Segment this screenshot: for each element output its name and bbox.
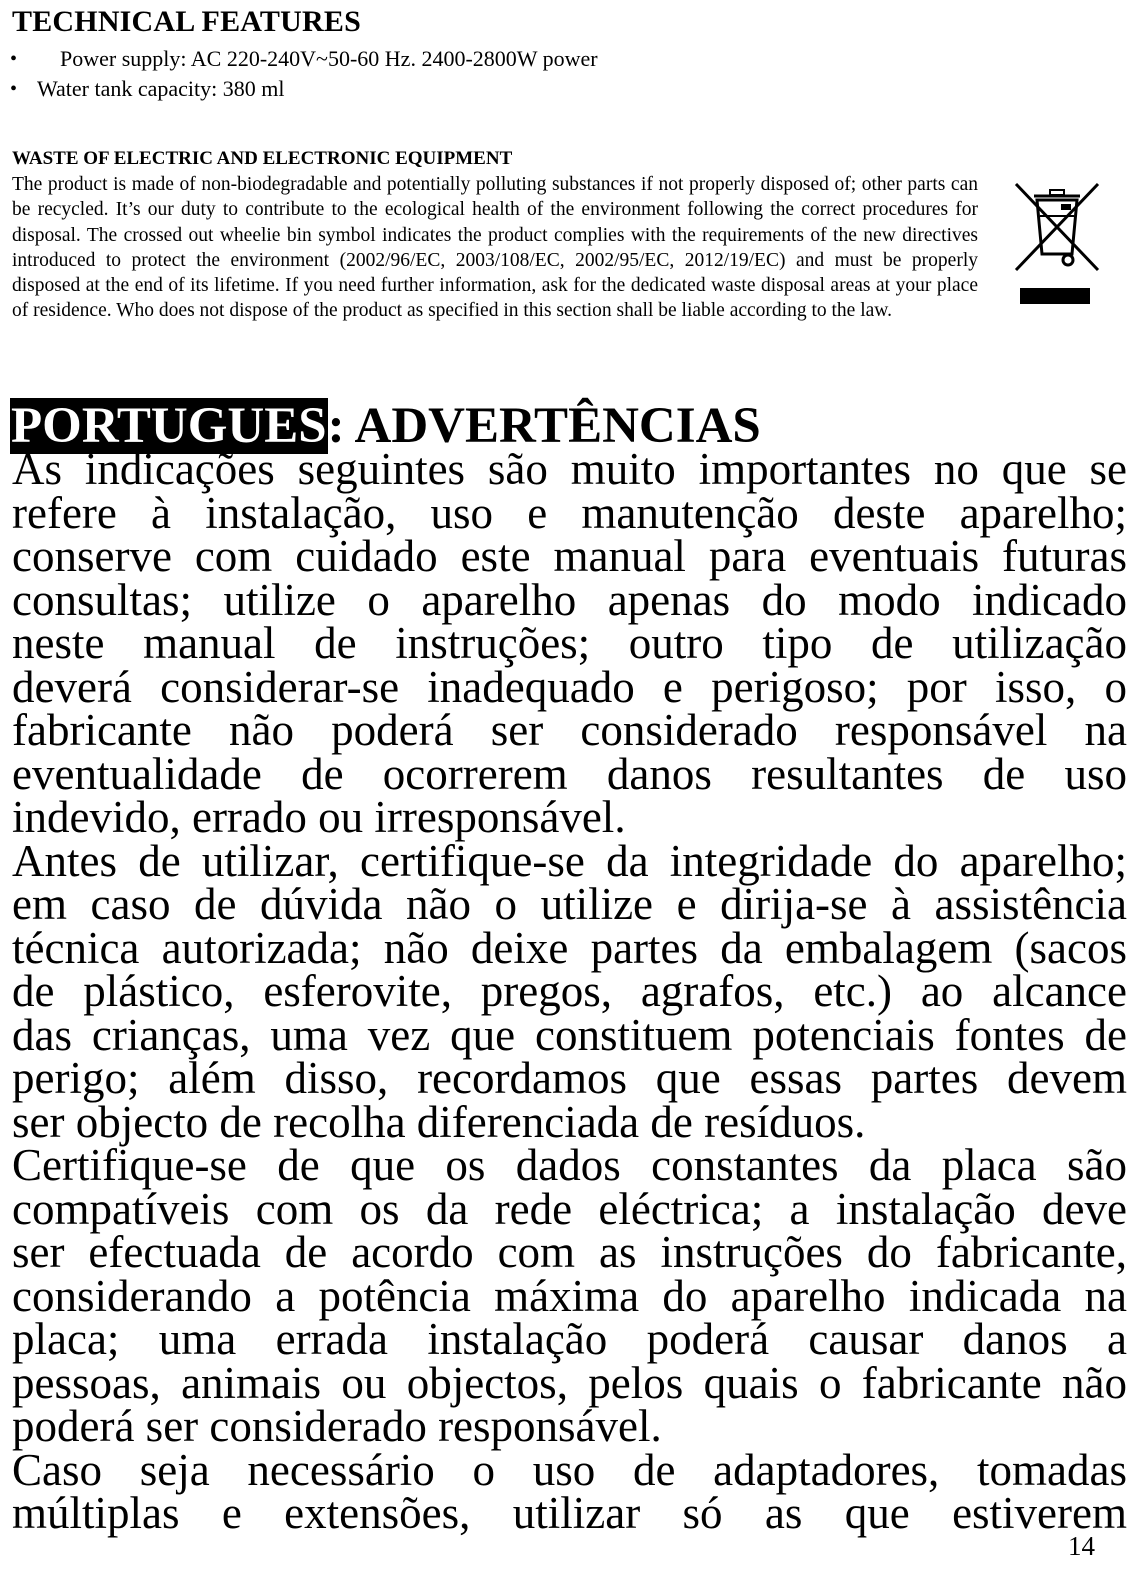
text-line: ser efectuada de acordo com as instruções do fabricante, — [12, 1227, 1127, 1277]
text-line: pessoas, animais ou objectos, pelos quais o fabricante não — [12, 1357, 1127, 1408]
list-item — [0, 44, 598, 74]
text-line: em caso de dúvida não o utilize e dirija-se à assistência — [12, 879, 1127, 929]
text-line: conserve com cuidado este manual para eventuais futuras — [12, 531, 1127, 581]
page-number: 14 — [1068, 1531, 1095, 1561]
text-line: fabricante não poderá ser considerado responsável na — [12, 705, 1127, 755]
bullet-icon: • — [10, 48, 18, 70]
warnings-title: : ADVERTÊNCIAS — [327, 398, 761, 454]
text-line: neste manual de instruções; outro tipo de utilização — [12, 618, 1127, 668]
text-line: placa; uma errada instalação poderá causar danos a — [12, 1314, 1127, 1364]
text-line: Certifique-se de que os dados constantes da placa são — [12, 1140, 1127, 1190]
text-line: consultas; utilize o aparelho apenas do modo indicado — [12, 574, 1127, 625]
water-tank-spec: Water tank capacity: 380 ml — [37, 76, 285, 101]
text-line: deverá considerar-se inadequado e perigoso; por isso, o — [12, 661, 1127, 712]
text-line: considerando a potência máxima do aparelho indicada na — [12, 1270, 1127, 1321]
text-line: indevido, errado ou irresponsável. — [12, 792, 626, 842]
technical-features-list — [0, 44, 598, 104]
power-supply-spec: Power supply: AC 220-240V~50-60 Hz. 2400-2800W power — [60, 46, 598, 71]
bullet-icon: • — [10, 78, 18, 100]
text-line: perigo; além disso, recordamos que essas partes devem — [12, 1053, 1127, 1103]
text-line: ser objecto de recolha diferenciada de resíduos. — [12, 1096, 866, 1147]
technical-features-heading: TECHNICAL FEATURES — [12, 5, 361, 38]
text-line: de plástico, esferovite, pregos, agrafos, etc.) ao alcance — [12, 966, 1127, 1016]
list-item — [0, 74, 598, 104]
text-line: Caso seja necessário o uso de adaptadores, tomadas — [12, 1444, 1127, 1495]
text-line: refere à instalação, uso e manutenção deste aparelho; — [12, 487, 1127, 538]
language-highlight: PORTUGUES — [11, 398, 327, 454]
crossed-out-wheelie-bin-icon — [1012, 180, 1102, 306]
text-line: técnica autorizada; não deixe partes da embalagem (sacos — [12, 922, 1127, 973]
weee-paragraph: The product is made of non-biodegradable and potentially polluting substances if not properly disposed of; other parts can be recycled. It’s our duty to contribute to the ecological health of the environment following the correct procedures for disposal. The crossed out wheelie bin symbol indicates the product complies with the requirements of the new directives introduced to protect the environment (2002/96/EC, 2003/108/EC, 2002/95/EC, 2012/19/EC) and must be properly disposed at the end of its lifetime. If you need further information, ask for the dedicated waste disposal areas at your place of residence. Who does not dispose of the product as specified in this section shall be liable according to the law. — [12, 174, 978, 322]
text-line: As indicações seguintes são muito importantes no que se — [12, 444, 1127, 494]
text-line: compatíveis com os da rede eléctrica; a instalação deve — [12, 1183, 1127, 1234]
text-line: eventualidade de ocorrerem danos resultantes de uso — [12, 748, 1127, 799]
text-line: das crianças, uma vez que constituem potenciais fontes de — [12, 1009, 1127, 1060]
weee-heading: WASTE OF ELECTRIC AND ELECTRONIC EQUIPMENT — [12, 148, 513, 169]
text-line: poderá ser considerado responsável. — [12, 1401, 662, 1451]
text-line: múltiplas e extensões, utilizar só as que estiverem — [12, 1488, 1127, 1538]
text-line: Antes de utilizar, certifique-se da integridade do aparelho; — [12, 835, 1127, 886]
portugues-warnings-text — [12, 444, 1127, 1538]
